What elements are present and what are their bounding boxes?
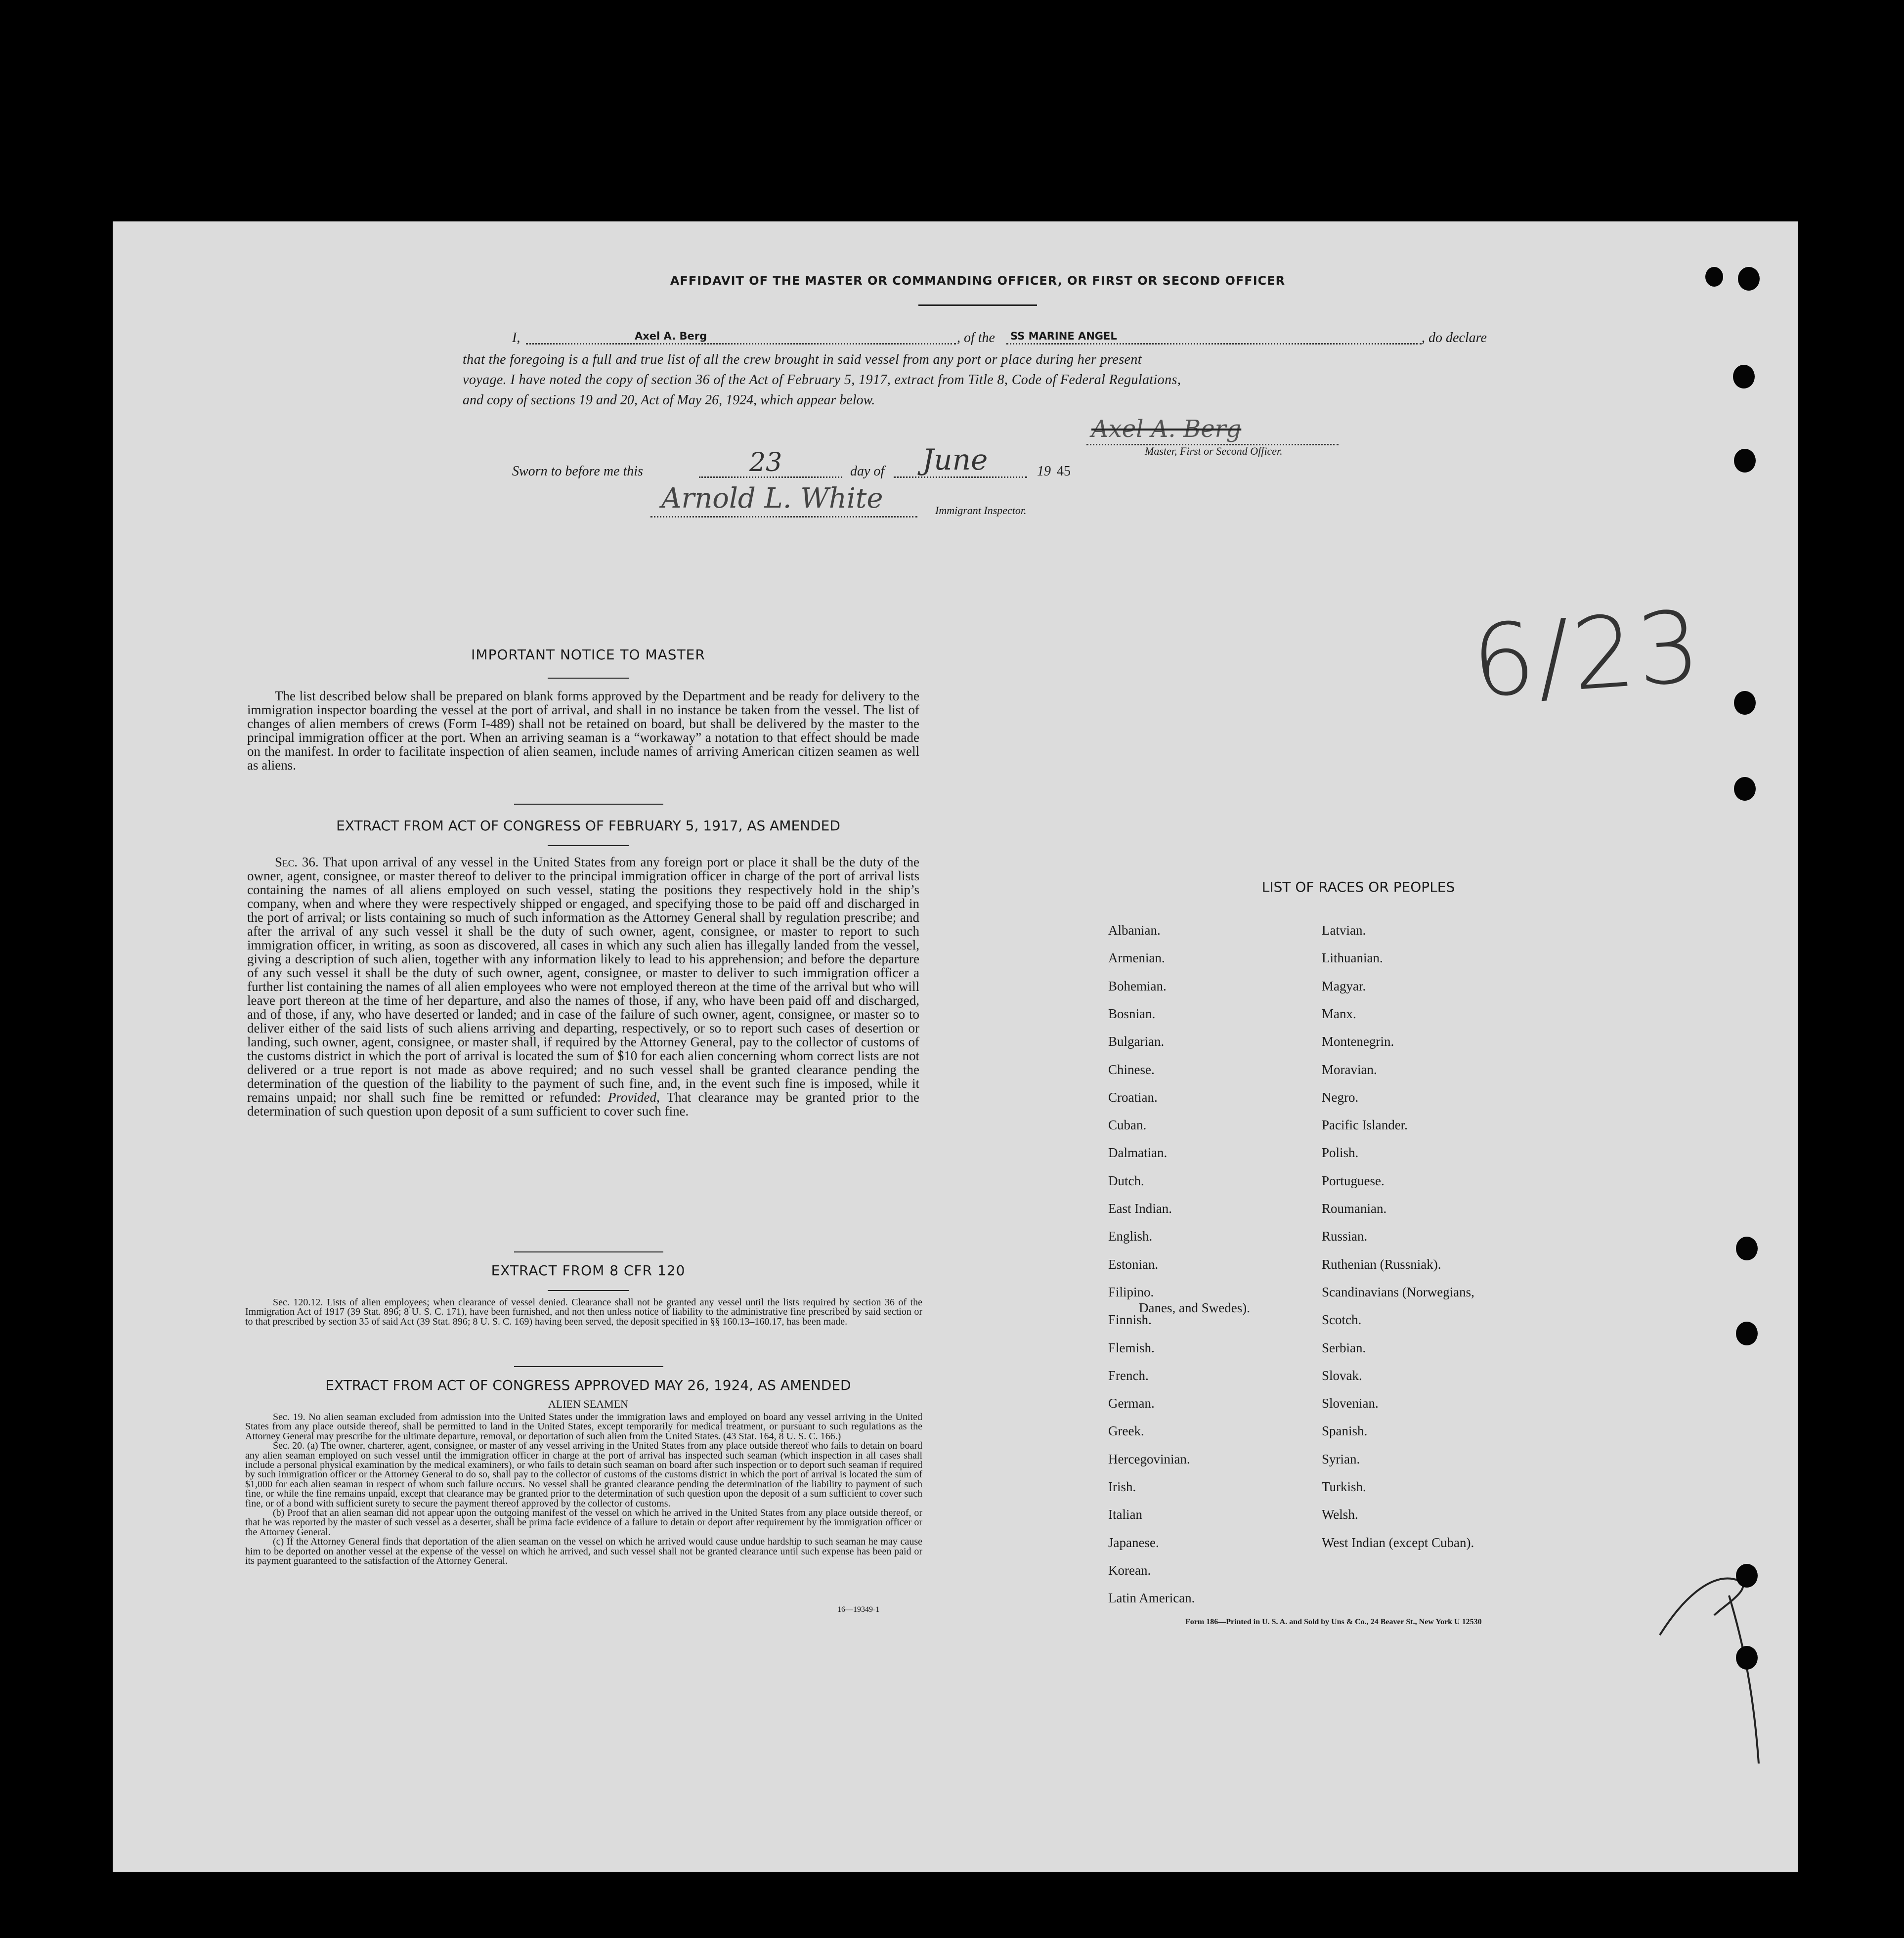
master-caption: Master, First or Second Officer. — [1145, 445, 1283, 457]
race-item: East Indian. — [1108, 1201, 1172, 1216]
race-item: Filipino. — [1108, 1284, 1154, 1299]
inspector-signature: Arnold L. White — [661, 482, 883, 515]
race-item: Manx. — [1322, 1006, 1356, 1021]
form-code: 16—19349-1 — [837, 1605, 880, 1614]
punch-hole — [1733, 365, 1755, 388]
punch-hole — [1736, 1564, 1758, 1588]
extract-1924-title: EXTRACT FROM ACT OF CONGRESS APPROVED MAY 26, 1924, AS AMENDED — [325, 1377, 851, 1393]
year-suffix: 45 — [1057, 464, 1071, 479]
handwritten-date: 6/23 — [1468, 589, 1706, 720]
provided-label: Provided, — [608, 1090, 660, 1105]
race-item: Russian. — [1322, 1229, 1368, 1244]
of-the-label: , of the — [957, 330, 995, 345]
extract-cfr-bottom-rule — [514, 1366, 663, 1367]
extract-cfr-title: EXTRACT FROM 8 CFR 120 — [491, 1262, 686, 1279]
race-item: Italian — [1108, 1507, 1142, 1522]
sworn-month: June — [922, 443, 988, 476]
notice-title: IMPORTANT NOTICE TO MASTER — [471, 646, 705, 663]
vessel-name-line — [1006, 343, 1422, 345]
do-declare: , do declare — [1422, 330, 1487, 345]
race-item: Ruthenian (Russniak). — [1322, 1256, 1441, 1272]
title-underline — [918, 304, 1037, 306]
races-title: LIST OF RACES OR PEOPLES — [1261, 879, 1455, 895]
sec-19-text: Sec. 19. No alien seaman excluded from admission into the United States under the immigration laws and employed on board any vessel arriving in the United States from any place outside thereof, shall be permitted to land in the United States, except temporarily for medical treatment, or pursuant to such regulations as the Attorney General may prescribe for the ultimate departure, removal, or deportation of such alien from the United States. (43 Stat. 164, 8 U. S. C. 166.) — [245, 1412, 922, 1442]
notice-body-text: The list described below shall be prepared on blank forms approved by the Department and be ready for delivery to the immigration inspector boarding the vessel at the port of arrival, and shall in no instance be taken from the vessel. The list of changes of alien members of crews (Form I-489) shall not be retained on board, but shall be delivered by the master to the principal immigration officer at the port. When an arriving seaman is a “workaway” a notation to that effect should be made on the manifest. In order to facilitate inspection of alien seamen, include names of arriving American citizen seamen as well as aliens. — [247, 689, 919, 773]
race-item: Montenegrin. — [1322, 1034, 1394, 1049]
race-item: German. — [1108, 1396, 1155, 1411]
race-item: Slovak. — [1322, 1368, 1362, 1383]
sec-120-text: Lists of alien employees; when clearance of vessel denied. Clearance shall not be granted any vessel until the lists required by section 36 of the Immigration Act of 1917 (39 Stat. 896; 8 U. S. C. 171), have been furnished, and not then unless notice of liability to the administrative fine prescribed by said section or to that prescribed by section 35 of said Act (39 Stat. 896; 8 U. S. C. 169) having been served, the deposit specified in §§ 160.13–160.17, has been made. — [245, 1297, 922, 1327]
sec-20c-text: (c) If the Attorney General finds that deportation of the alien seaman on the vessel on which he arrived would cause undue hardship to such seaman he may cause him to be deported on another vessel at the expense of the vessel on which he arrived, and such vessel shall not be granted clearance until such expense has been paid or its payment guaranteed to the satisfaction of the Attorney General. — [245, 1536, 922, 1567]
race-item: Serbian. — [1322, 1340, 1366, 1355]
race-item: Latvian. — [1322, 923, 1366, 938]
race-item: Pacific Islander. — [1322, 1118, 1408, 1133]
form-footer: Form 186—Printed in U. S. A. and Sold by Uns & Co., 24 Beaver St., New York U 12530 — [1185, 1618, 1482, 1626]
extract-cfr-body — [245, 1298, 922, 1327]
punch-hole — [1705, 267, 1723, 287]
extract-1917-rule — [548, 845, 629, 846]
sec-20a-text: Sec. 20. (a) The owner, charterer, agent, consignee, or master of any vessel arriving in the United States from any place outside thereof who fails to detain on board any alien seaman employed on such vessel until the immigration officer in charge at the port of arrival has inspected such seaman (which inspection in all cases shall include a personal physical examination by the medical examiners), or who fails to detain such seaman on board after such inspection or to deport such seaman if required by such immigration officer or the Attorney General to do so, shall pay to the collector of customs of the customs district in which the port of arrival is located the sum of $1,000 for each alien seaman in respect of whom such failure occurs. No vessel shall be granted clearance pending the determination of the liability to payment of such fine, or while the fine remains unpaid, except that clearance may be granted prior to the determination of such question upon the deposit of a sum sufficient to cover such fine, or of a bond with sufficient surety to secure the payment thereof approved by the collector of customs. — [245, 1440, 922, 1509]
punch-hole — [1736, 1322, 1758, 1345]
master-name: Axel A. Berg — [635, 330, 707, 342]
extract-1917-body — [247, 855, 919, 1118]
i-label: I, — [512, 330, 520, 345]
race-item: Estonian. — [1108, 1256, 1159, 1272]
race-item: Negro. — [1322, 1089, 1359, 1105]
notice-rule — [548, 678, 629, 679]
inspector-caption: Immigrant Inspector. — [935, 504, 1027, 517]
sec-36-text: That upon arrival of any vessel in the United States from any foreign port or place it shall be the duty of the owner, agent, consignee, or master thereof to deliver to the principal immigration officer in charge of the port of arrival lists containing the names of all aliens employed on such vessel, stating the positions they respectively hold in the ship’s company, when and where they were respectively shipped or engaged, and specifying those to be paid off and discharged in the port of arrival; or lists containing so much of such information as the Attorney General shall by regulation prescribe; and after the arrival of any such vessel it shall be the duty of such owner, agent, consignee, or master to report to such immigration officer, in writing, as soon as discovered, all cases in which any such alien has illegally landed from the vessel, giving a description of such alien, together with any information likely to lead to his apprehension; and before the departure of any such vessel it shall be the duty of such owner, agent, consignee, or master to deliver to such immigration officer a further list containing the names of all alien employees who were not employed thereon at the time of the arrival but who will leave port thereon at the time of her departure, and also the names of those, if any, who have been paid off and discharged, and of those, if any, who have deserted or landed; and in case of the failure of such owner, agent, consignee, or master so to deliver either of the said lists of such aliens arriving and departing, respectively, or so to report such cases of desertion or landing, such owner, agent, consignee, or master shall, if required by the Attorney General, pay to the collector of customs of the customs district in which the port of arrival is located the sum of $10 for each alien concerning whom correct lists are not delivered or a true report is not made as above required; and no such vessel shall be granted clearance pending the determination of the question of the liability to the payment of such fine, and, in the event such fine is imposed, while it remains unpaid; nor shall such fine be remitted or refunded: — [247, 855, 919, 1105]
sworn-label: Sworn to before me this — [512, 464, 643, 479]
notice-bottom-rule — [514, 804, 663, 805]
race-item: Dutch. — [1108, 1173, 1144, 1188]
sec-36-text-b: That clearance may be granted prior to the determination of such question upon deposit of a sum sufficient to cover such fine. — [247, 1090, 919, 1119]
race-item: Scandinavians (Norwegians, — [1322, 1284, 1474, 1299]
race-item: Roumanian. — [1322, 1201, 1387, 1216]
race-item: Bulgarian. — [1108, 1034, 1165, 1049]
race-item: Cuban. — [1108, 1118, 1147, 1133]
race-item: Flemish. — [1108, 1340, 1155, 1355]
race-item: Portuguese. — [1322, 1173, 1385, 1188]
declaration-line-3: voyage. I have noted the copy of section 36 of the Act of February 5, 1917, extract from Title 8, Code of Federal Regulations, — [463, 372, 1181, 388]
race-item: Greek. — [1108, 1423, 1144, 1439]
day-of-label: day of — [850, 464, 885, 479]
vessel-name: SS MARINE ANGEL — [1010, 330, 1117, 342]
race-item: Moravian. — [1322, 1062, 1377, 1077]
race-item: Spanish. — [1322, 1423, 1368, 1439]
race-item: Finnish. — [1108, 1312, 1152, 1328]
race-item: Chinese. — [1108, 1062, 1155, 1077]
race-item: Lithuanian. — [1322, 950, 1383, 966]
punch-hole — [1736, 1237, 1758, 1260]
extract-1924-body — [245, 1413, 922, 1566]
affidavit-title: AFFIDAVIT OF THE MASTER OR COMMANDING OFFICER, OR FIRST OR SECOND OFFICER — [670, 274, 1286, 288]
extract-cfr-rule — [548, 1290, 629, 1291]
race-item: Korean. — [1108, 1562, 1151, 1578]
race-item: Croatian. — [1108, 1089, 1158, 1105]
declaration-line-4: and copy of sections 19 and 20, Act of May 26, 1924, which appear below. — [463, 392, 875, 408]
document-sheet — [113, 221, 1798, 1872]
sworn-month-line — [894, 476, 1027, 478]
race-item: West Indian (except Cuban). — [1322, 1535, 1474, 1550]
race-item: Polish. — [1322, 1145, 1359, 1161]
race-item: Danes, and Swedes). — [1139, 1300, 1250, 1315]
race-item: Syrian. — [1322, 1451, 1360, 1466]
handwritten-mark — [1655, 1566, 1783, 1773]
punch-hole — [1734, 449, 1756, 473]
race-item: Hercegovinian. — [1108, 1451, 1190, 1466]
alien-seamen-subtitle: ALIEN SEAMEN — [548, 1398, 628, 1410]
punch-hole — [1738, 267, 1760, 291]
declaration-line-2: that the foregoing is a full and true list of all the crew brought in said vessel from any port or place during her present — [463, 352, 1142, 367]
declaration-line — [512, 330, 1520, 348]
extract-1917-title: EXTRACT FROM ACT OF CONGRESS OF FEBRUARY 5, 1917, AS AMENDED — [336, 818, 840, 834]
race-item: Welsh. — [1322, 1507, 1358, 1522]
race-item: Bosnian. — [1108, 1006, 1156, 1021]
sworn-day: 23 — [749, 448, 782, 477]
race-item: Scotch. — [1322, 1312, 1362, 1328]
punch-hole — [1736, 1646, 1758, 1670]
race-item: Slovenian. — [1322, 1396, 1379, 1411]
punch-hole — [1734, 777, 1756, 801]
race-item: Turkish. — [1322, 1479, 1366, 1494]
race-item: Latin American. — [1108, 1591, 1195, 1606]
sec-36-label: Sec. 36. — [275, 855, 319, 869]
extract-1917-bottom-rule — [514, 1251, 663, 1252]
punch-hole — [1734, 691, 1756, 715]
year-prefix: 19 — [1037, 464, 1051, 479]
inspector-signature-line — [650, 516, 917, 517]
notice-body — [247, 689, 919, 772]
sec-120-label: Sec. 120.12. — [273, 1297, 323, 1308]
sec-20b-text: (b) Proof that an alien seaman did not appear upon the outgoing manifest of the vessel on which he arrived in the United States from any place outside thereof, or that he was reported by the master of such vessel as a deserter, shall be prima facie evidence of a failure to detain or deport after requirement by the immigration officer or the Attorney General. — [245, 1507, 922, 1538]
race-item: Magyar. — [1322, 978, 1366, 993]
race-item: Irish. — [1108, 1479, 1136, 1494]
race-item: Bohemian. — [1108, 978, 1167, 993]
race-item: Armenian. — [1108, 950, 1165, 966]
master-name-line — [526, 343, 956, 345]
race-item: Dalmatian. — [1108, 1145, 1168, 1161]
race-item: English. — [1108, 1229, 1153, 1244]
race-item: Japanese. — [1108, 1535, 1159, 1550]
race-item: Albanian. — [1108, 923, 1161, 938]
race-item: French. — [1108, 1368, 1149, 1383]
master-signature: Axel A. Berg — [1091, 415, 1242, 443]
